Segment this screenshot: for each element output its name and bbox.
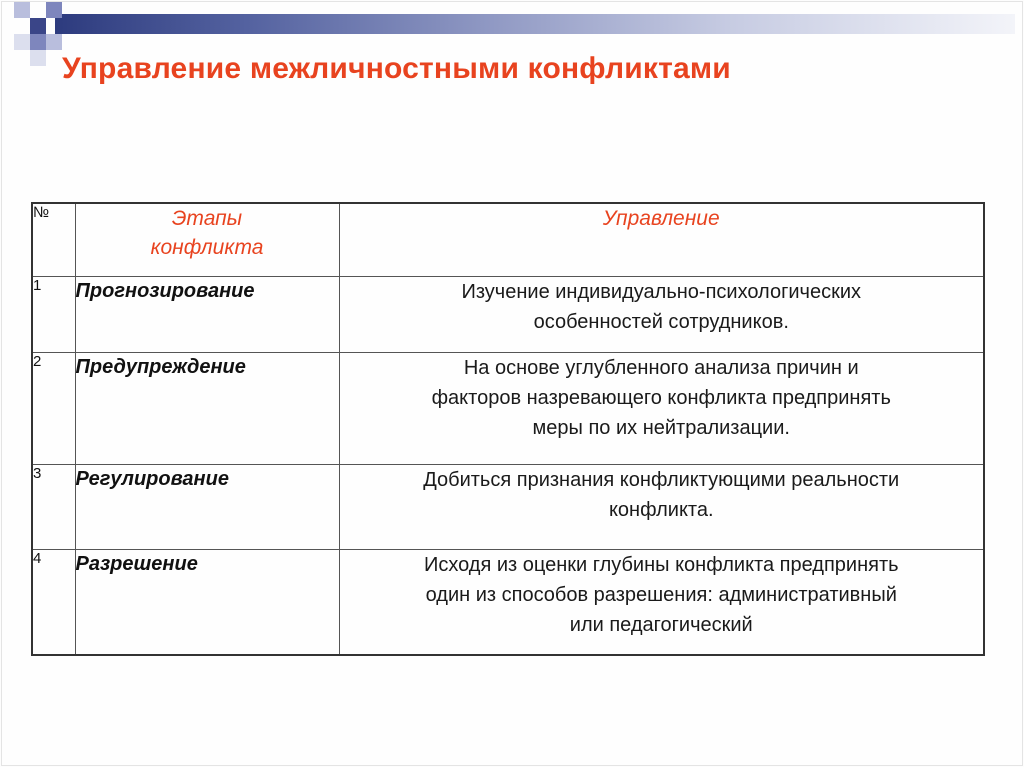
table-row — [32, 277, 984, 353]
row-management — [339, 465, 984, 550]
decor-square — [14, 34, 30, 50]
management-line: конфликта. — [608, 499, 714, 521]
table-row — [32, 550, 984, 656]
management-line: факторов назревающего конфликта предпринять — [431, 387, 891, 409]
row-number: 1 — [32, 277, 75, 353]
page-title: Управление межличностными конфликтами — [62, 52, 731, 85]
row-management — [339, 277, 984, 353]
row-stage: Регулирование — [75, 465, 339, 550]
row-number: 4 — [32, 550, 75, 656]
top-gradient-bar — [55, 14, 1015, 34]
header-number: № — [32, 203, 75, 277]
row-number: 2 — [32, 353, 75, 465]
table-row — [32, 465, 984, 550]
decor-square — [46, 2, 62, 18]
management-line: особенностей сотрудников. — [533, 311, 789, 333]
decor-square — [30, 18, 46, 34]
management-line: Добиться признания конфликтующими реальности — [423, 469, 900, 491]
table-row — [32, 353, 984, 465]
row-stage: Прогнозирование — [75, 277, 339, 353]
row-management — [339, 550, 984, 656]
header-stage-line1: Этапы — [171, 207, 243, 230]
decor-square — [30, 50, 46, 66]
decor-square — [46, 34, 62, 50]
row-number: 3 — [32, 465, 75, 550]
decor-square — [14, 2, 30, 18]
header-management: Управление — [339, 203, 984, 277]
management-line: меры по их нейтрализации. — [532, 417, 790, 439]
row-management — [339, 353, 984, 465]
management-line: один из способов разрешения: административный — [425, 584, 897, 606]
management-line: или педагогический — [569, 614, 753, 636]
row-stage: Предупреждение — [75, 353, 339, 465]
management-line: Изучение индивидуально-психологических — [461, 281, 861, 303]
decor-square — [30, 34, 46, 50]
header-stage — [75, 203, 339, 277]
management-line: Исходя из оценки глубины конфликта предпринять — [423, 554, 899, 576]
management-line: На основе углубленного анализа причин и — [463, 357, 859, 379]
header-stage-line2: конфликта — [150, 236, 264, 259]
table-header-row — [32, 203, 984, 277]
conflict-management-table — [31, 202, 985, 656]
row-stage: Разрешение — [75, 550, 339, 656]
